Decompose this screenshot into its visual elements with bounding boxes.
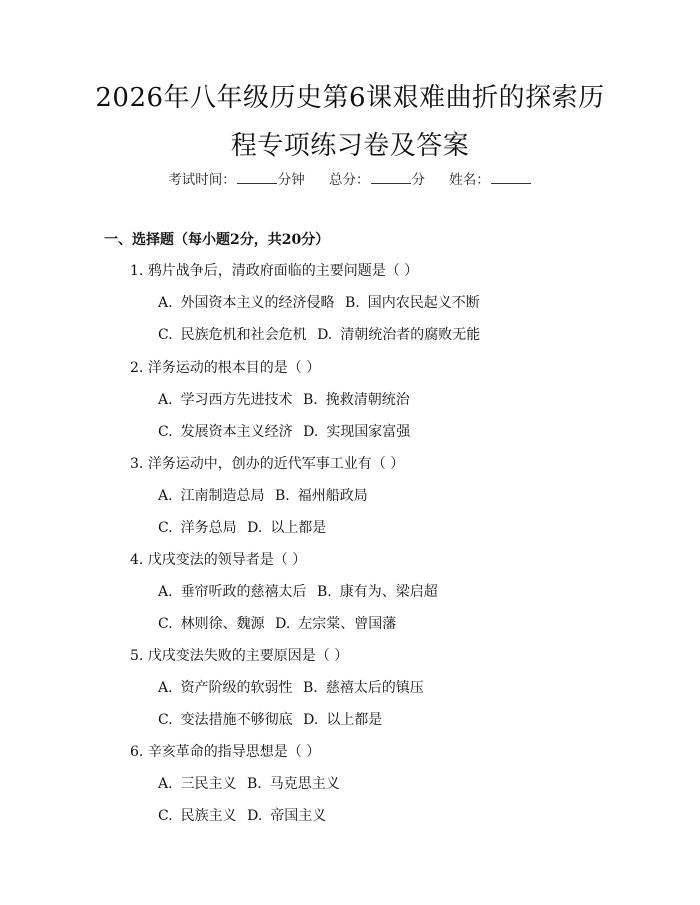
question-2 — [130, 357, 320, 377]
total-score-unit: 分 — [411, 172, 425, 188]
name-field — [449, 172, 532, 188]
exam-info-line — [0, 168, 700, 188]
option-c: C. 民族主义 — [158, 808, 237, 824]
option-c: C. 发展资本主义经济 — [158, 424, 293, 440]
option-c: C. 洋务总局 — [158, 520, 237, 536]
option-c: C. 变法措施不够彻底 — [158, 712, 293, 728]
question-1 — [130, 260, 418, 280]
question-4-options-row-1 — [158, 581, 438, 601]
question-number: 5. — [130, 648, 144, 664]
question-3-options-row-1 — [158, 485, 368, 505]
option-a: A. 外国资本主义的经济侵略 — [158, 295, 335, 311]
option-a: A. 垂帘听政的慈禧太后 — [158, 584, 307, 600]
exam-time-unit: 分钟 — [277, 172, 305, 188]
question-2-options-row-2 — [158, 421, 410, 441]
option-a: A. 三民主义 — [158, 776, 237, 792]
question-text: 鸦片战争后，清政府面临的主要问题是（ ） — [147, 263, 419, 279]
question-number: 6. — [130, 744, 144, 760]
exam-time-blank — [237, 171, 277, 184]
question-6-options-row-2 — [158, 805, 326, 825]
question-2-options-row-1 — [158, 389, 410, 409]
question-5 — [130, 645, 348, 665]
option-b: B. 国内农民起义不断 — [345, 295, 480, 311]
name-label: 姓名： — [449, 172, 490, 188]
option-b: B. 马克思主义 — [247, 776, 340, 792]
question-4-options-row-2 — [158, 613, 396, 633]
question-number: 1. — [130, 263, 144, 279]
option-d: D. 左宗棠、曾国藩 — [275, 616, 397, 632]
question-6 — [130, 741, 320, 761]
option-a: A. 江南制造总局 — [158, 488, 265, 504]
question-text: 辛亥革命的指导思想是（ ） — [147, 744, 321, 760]
name-blank — [491, 171, 531, 184]
total-score-label: 总分： — [329, 172, 370, 188]
title-line-2: 程专项练习卷及答案 — [230, 131, 470, 161]
question-text: 戊戌变法失败的主要原因是（ ） — [147, 648, 349, 664]
total-score-blank — [371, 171, 411, 184]
section-heading: 一、选择题（每小题2分，共20分） — [104, 232, 330, 248]
question-number: 4. — [130, 552, 144, 568]
question-text: 洋务运动的根本目的是（ ） — [147, 360, 321, 376]
option-b: B. 福州船政局 — [275, 488, 368, 504]
question-3 — [130, 453, 404, 473]
question-number: 3. — [130, 456, 144, 472]
option-a: A. 资产阶级的软弱性 — [158, 680, 293, 696]
option-d: D. 以上都是 — [303, 712, 383, 728]
question-1-options-row-1 — [158, 292, 480, 312]
question-5-options-row-2 — [158, 709, 382, 729]
option-b: B. 慈禧太后的镇压 — [303, 680, 424, 696]
total-score-field — [329, 172, 429, 188]
option-d: D. 帝国主义 — [247, 808, 327, 824]
exam-time-field — [168, 172, 309, 188]
question-4 — [130, 549, 306, 569]
option-a: A. 学习西方先进技术 — [158, 392, 293, 408]
option-c: C. 林则徐、魏源 — [158, 616, 265, 632]
option-d: D. 实现国家富强 — [303, 424, 411, 440]
question-5-options-row-1 — [158, 677, 424, 697]
question-1-options-row-2 — [158, 324, 480, 344]
question-text: 戊戌变法的领导者是（ ） — [147, 552, 307, 568]
option-b: B. 康有为、梁启超 — [317, 584, 438, 600]
question-text: 洋务运动中，创办的近代军事工业有（ ） — [147, 456, 405, 472]
option-d: D. 以上都是 — [247, 520, 327, 536]
option-b: B. 挽救清朝统治 — [303, 392, 410, 408]
document-title — [0, 74, 700, 170]
option-d: D. 清朝统治者的腐败无能 — [317, 327, 481, 343]
option-c: C. 民族危机和社会危机 — [158, 327, 307, 343]
question-number: 2. — [130, 360, 144, 376]
exam-time-label: 考试时间： — [168, 172, 236, 188]
question-3-options-row-2 — [158, 517, 326, 537]
question-6-options-row-1 — [158, 773, 340, 793]
title-line-1: 2026年八年级历史第6课艰难曲折的探索历 — [95, 83, 605, 113]
